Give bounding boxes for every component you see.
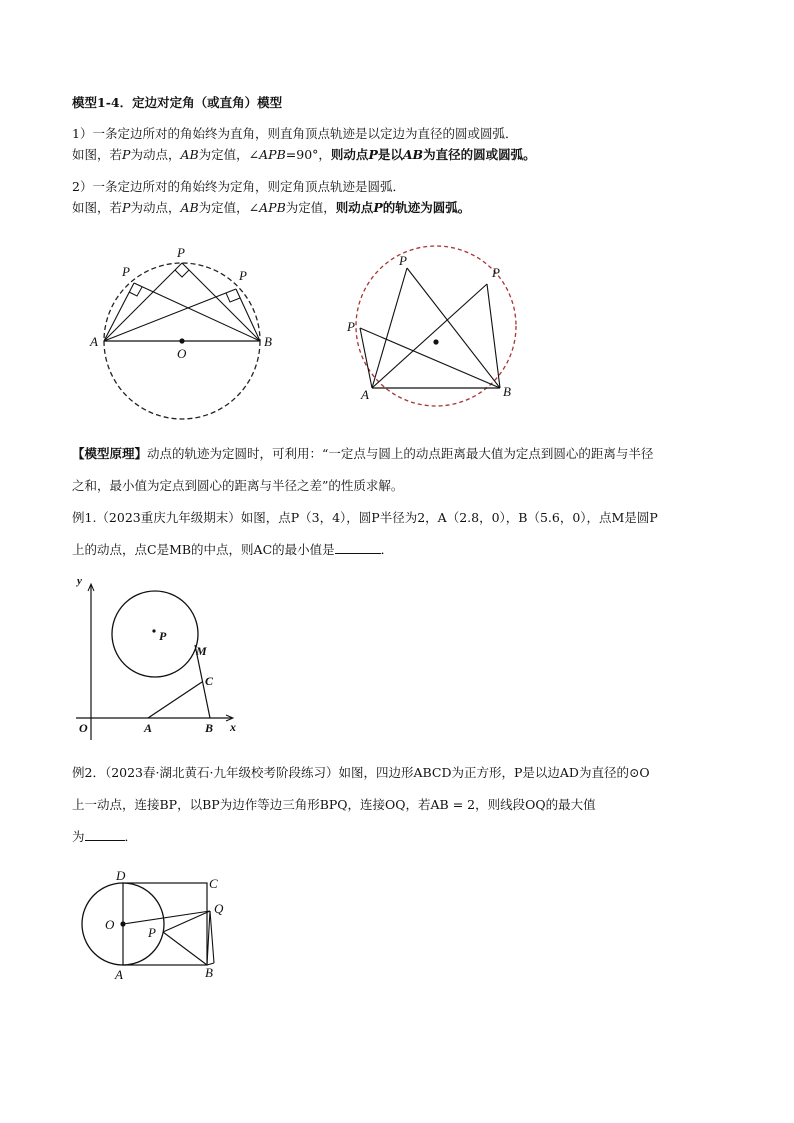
label-B: B bbox=[503, 384, 511, 399]
label-x: x bbox=[230, 720, 236, 734]
label-M: M bbox=[196, 644, 207, 658]
label-D: D bbox=[116, 868, 126, 883]
item2-line2: 如图，若P为动点，AB为定值，∠APB为定值，则动点P的轨迹为圆弧。 bbox=[72, 200, 471, 215]
answer-blank[interactable] bbox=[85, 828, 125, 841]
label-O: O bbox=[105, 917, 115, 932]
principle-line2: 之和，最小值为定点到圆心的距离与半径之差”的性质求解。 bbox=[72, 478, 404, 493]
example1-line1: 例1.（2023重庆九年级期末）如图，点P（3，4），圆P半径为2，A（2.8，0），B（5.6，0），点M是圆P bbox=[72, 510, 658, 525]
label-C: C bbox=[209, 876, 218, 891]
label-C: C bbox=[205, 674, 214, 688]
label-P: P bbox=[239, 268, 247, 283]
center-dot bbox=[433, 339, 438, 344]
label-P: P bbox=[347, 319, 355, 334]
center-O-dot bbox=[179, 338, 184, 343]
item1-line1: 1）一条定边所对的角始终为直角，则直角顶点轨迹是以定边为直径的圆或圆弧． bbox=[72, 126, 518, 141]
example1-line2: 上的动点，点C是MB的中点，则AC的最小值是 ． bbox=[72, 542, 394, 557]
label-P: P bbox=[148, 925, 156, 940]
label-B: B bbox=[264, 334, 272, 349]
example2-line3: 为 ． bbox=[72, 829, 138, 844]
answer-blank[interactable] bbox=[335, 541, 381, 554]
label-P: P bbox=[122, 264, 130, 279]
label-A: A bbox=[144, 721, 153, 735]
section-heading: 模型1-4．定边对定角（或直角）模型 bbox=[72, 95, 283, 110]
item2-line1: 2）一条定边所对的角始终为定角，则定角顶点轨迹是圆弧． bbox=[72, 179, 405, 194]
label-B: B bbox=[205, 721, 214, 735]
label-A: A bbox=[361, 387, 369, 402]
principle-line1: 【模型原理】动点的轨迹为定圆时，可利用：“一定点与圆上的动点距离最大值为定点到圆心的距离与半径 bbox=[72, 446, 654, 461]
example2-line2: 上一动点，连接BP，以BP为边作等边三角形BPQ，连接OQ，若AB = 2，则线段OQ的最大值 bbox=[72, 797, 596, 812]
item1-line2: 如图，若P为动点，AB为定值，∠APB=90°，则动点P是以AB为直径的圆或圆弧。 bbox=[72, 147, 536, 162]
label-O: O bbox=[79, 721, 88, 735]
label-B: B bbox=[205, 965, 213, 980]
label-A: A bbox=[115, 967, 123, 982]
label-O: O bbox=[177, 346, 187, 361]
label-P: P bbox=[159, 629, 167, 643]
right-angle-mark bbox=[175, 270, 189, 277]
circle-P bbox=[112, 591, 198, 677]
label-P: P bbox=[492, 265, 500, 280]
label-Q: Q bbox=[214, 901, 224, 916]
label-A: A bbox=[90, 334, 98, 349]
label-P: P bbox=[177, 245, 185, 260]
example2-line1: 例2．（2023春·湖北黄石·九年级校考阶段练习）如图，四边形ABCD为正方形，P是以边AD为直径的⊙O bbox=[72, 765, 650, 780]
label-P: P bbox=[399, 253, 407, 268]
label-y: y bbox=[77, 575, 82, 587]
square-ABCD bbox=[123, 883, 207, 965]
